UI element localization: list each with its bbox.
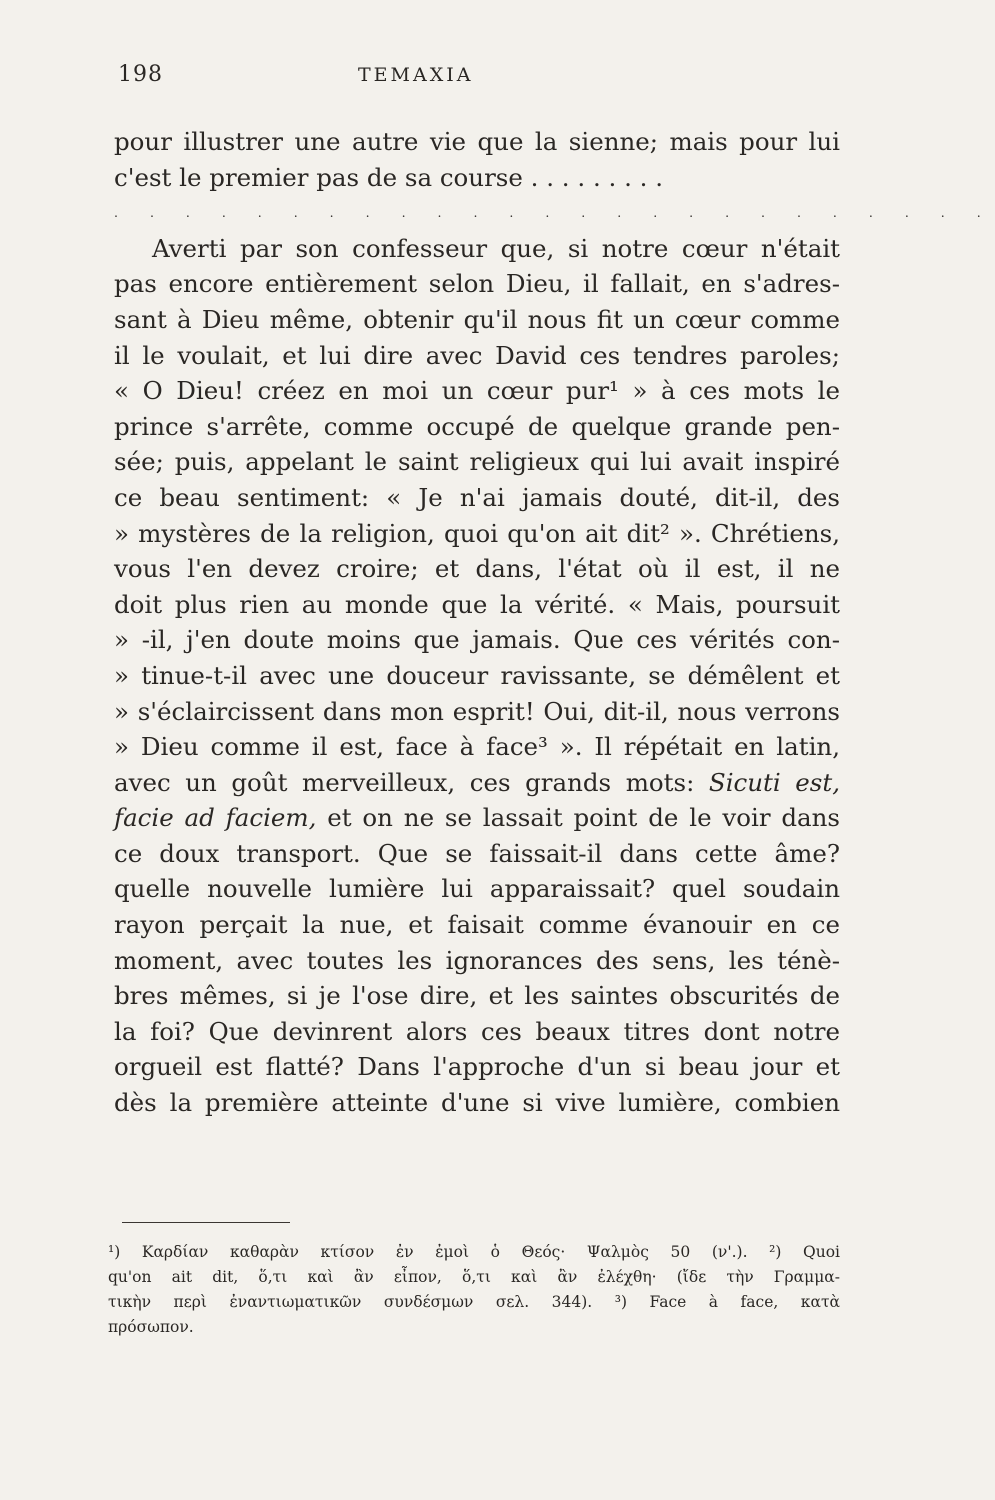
text-line: ce doux transport. Que se faissait-il dans cette âme? (114, 838, 840, 868)
footnote-line: ¹) Καρδίαν καθαρὰν κτίσον ἐν ἐμοὶ ὁ Θεός· Ψαλμὸς 50 (ν'.). ²) Quoi (108, 1243, 840, 1261)
text-line: doit plus rien au monde que la vérité. « Mais, poursuit (114, 589, 840, 619)
ellipsis-line: . . . . . . . . . . . . . . . . . . . . . . . . . (114, 205, 995, 221)
text-line: dès la première atteinte d'une si vive lumière, combien (114, 1088, 840, 1118)
text-line: quelle nouvelle lumière lui apparaissait? quel soudain (114, 874, 840, 904)
footnote-line: qu'on ait dit, ὅ,τι καὶ ἂν εἶπον, ὅ,τι καὶ ἂν ἐλέχθη· (ἴδε τὴν Γραμμα- (108, 1268, 840, 1286)
text-line: il le voulait, et lui dire avec David ces tendres paroles; (114, 340, 840, 370)
running-title: TEMAXIA (358, 64, 474, 86)
text-line: moment, avec toutes les ignorances des sens, les ténè- (114, 945, 840, 975)
text-line: ce beau sentiment: « Je n'ai jamais douté, dit-il, des (114, 482, 840, 512)
text-line: vous l'en devez croire; et dans, l'état où il est, il ne (114, 554, 840, 584)
text-line: » Dieu comme il est, face à face³ ». Il répétait en latin, (114, 732, 840, 762)
footnotes (108, 1240, 840, 1340)
text-line: » -il, j'en doute moins que jamais. Que ces vérités con- (114, 625, 840, 655)
text-line: » s'éclaircissent dans mon esprit! Oui, dit-il, nous verrons (114, 696, 840, 726)
text-line: c'est le premier pas de sa course . . . . . . . . . (114, 162, 664, 192)
text-line: sée; puis, appelant le saint religieux qui lui avait inspiré (114, 447, 840, 477)
text-line: orgueil est flatté? Dans l'approche d'un si beau jour et (114, 1052, 840, 1082)
text-line: « O Dieu! créez en moi un cœur pur¹ » à ces mots le (114, 376, 840, 406)
latin-quote: facie ad faciem, (114, 803, 317, 833)
footnote-line: πρόσωπον. (108, 1318, 194, 1336)
text-line: pas encore entièrement selon Dieu, il fallait, en s'adres- (114, 269, 840, 299)
text-line: prince s'arrête, comme occupé de quelque grande pen- (114, 411, 840, 441)
text-line: avec un goût merveilleux, ces grands mots: Sicuti est, (114, 767, 840, 797)
page-header (118, 62, 838, 96)
text-line: la foi? Que devinrent alors ces beaux titres dont notre (114, 1016, 840, 1046)
text-line: Averti par son confesseur que, si notre cœur n'était (152, 233, 840, 263)
text-line: pour illustrer une autre vie que la sienne; mais pour lui (114, 127, 840, 156)
body-text (114, 124, 995, 1121)
page-number: 198 (118, 62, 163, 87)
text-line: rayon perçait la nue, et faisait comme évanouir en ce (114, 910, 840, 940)
footnote-divider (122, 1222, 290, 1223)
text-line: bres mêmes, si je l'ose dire, et les saintes obscurités de (114, 981, 840, 1011)
text-line: » mystères de la religion, quoi qu'on ait dit² ». Chrétiens, (114, 518, 840, 548)
footnote-line: τικὴν περὶ ἐναντιωματικῶν συνδέσμων σελ. 344). ³) Face à face, κατὰ (108, 1293, 840, 1311)
latin-quote: Sicuti est, (708, 767, 840, 797)
text-line: facie ad faciem, et on ne se lassait point de le voir dans (114, 803, 840, 833)
text-line: » tinue-t-il avec une douceur ravissante, se démêlent et (114, 660, 840, 690)
text-line: sant à Dieu même, obtenir qu'il nous fit un cœur comme (114, 304, 840, 334)
